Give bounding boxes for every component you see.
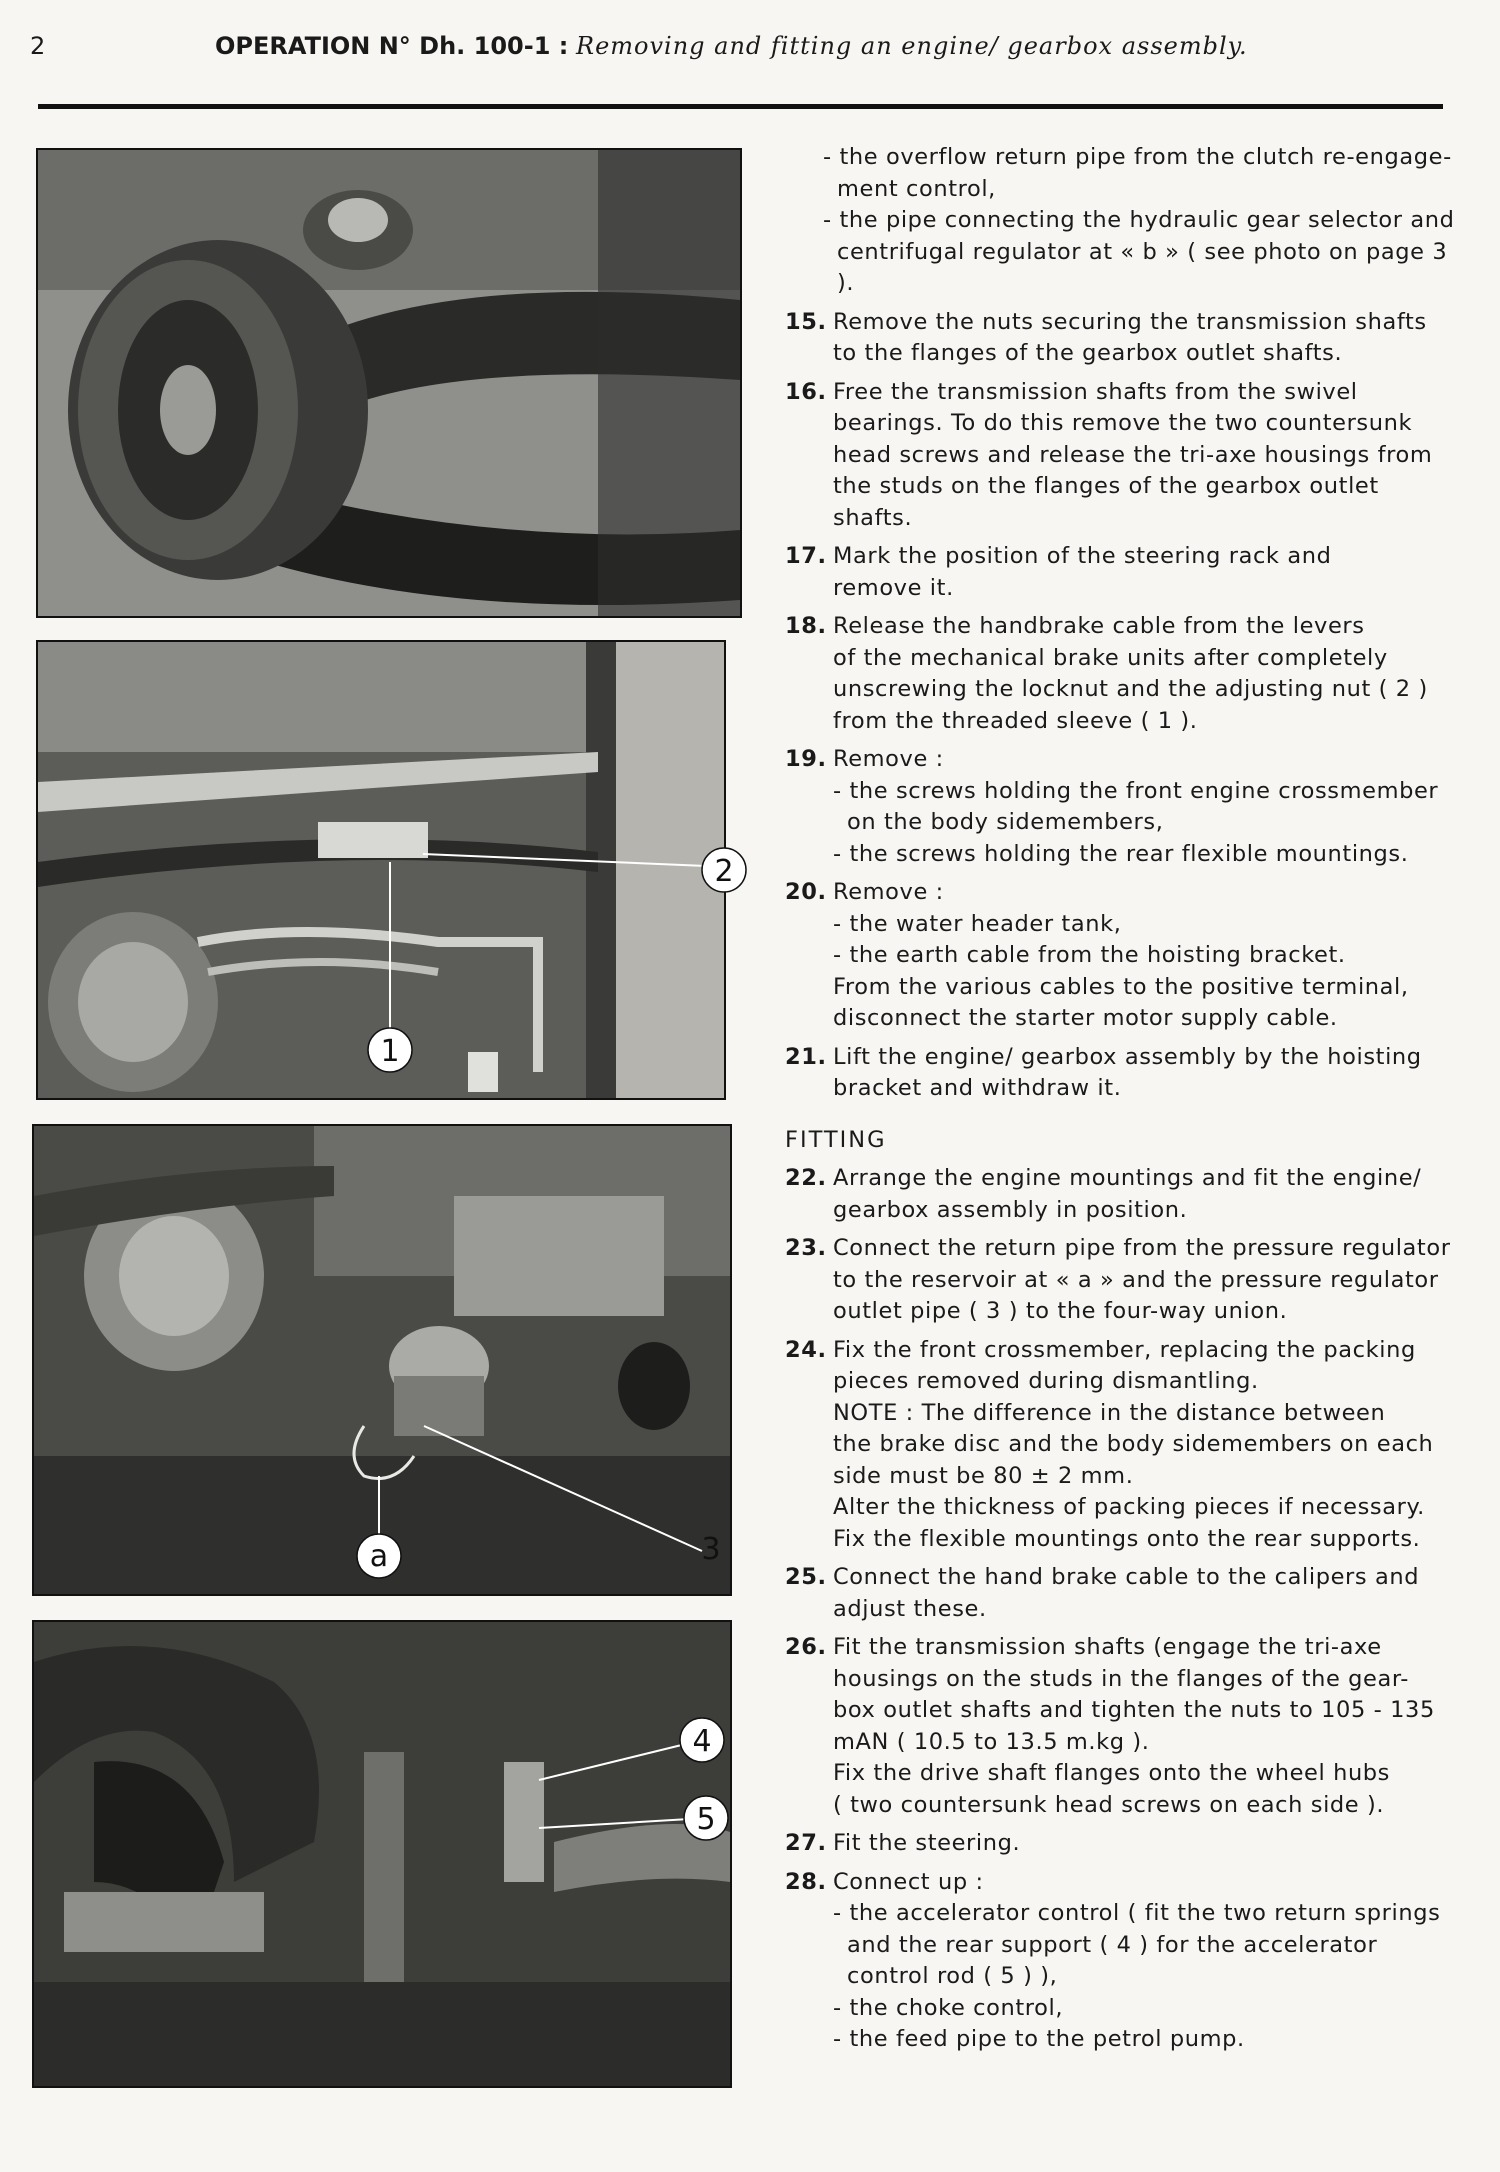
step-item <box>785 1632 1455 1821</box>
removal-steps <box>785 307 1455 1105</box>
operation-title <box>215 32 1248 60</box>
step-number: 16. <box>785 378 827 405</box>
step-item <box>785 377 1455 535</box>
step-body <box>833 877 1455 1035</box>
photo-accelerator-support <box>32 1620 732 2088</box>
step-number: 24. <box>785 1336 827 1363</box>
step-body <box>833 307 1455 370</box>
step-line: Fix the front crossmember, replacing the packing <box>833 1336 1416 1363</box>
step-body <box>833 1163 1455 1226</box>
step-body <box>833 744 1455 870</box>
step-number: 18. <box>785 613 827 639</box>
instruction-text <box>785 142 1455 2056</box>
fitting-steps <box>785 1163 1455 2056</box>
page-number: 2 <box>30 32 46 60</box>
step-line: box outlet shafts and tighten the nuts to 105 - 135 <box>833 1697 1435 1723</box>
step-line: side must be 80 ± 2 mm. <box>833 1462 1134 1489</box>
step-number: 22. <box>785 1165 827 1191</box>
step-item <box>785 1233 1455 1328</box>
step-line: head screws and release the tri-axe housings from <box>833 441 1433 468</box>
step-line: and the rear support ( 4 ) for the accelerator <box>847 1931 1378 1958</box>
step-body <box>833 1042 1455 1105</box>
step-line: Fix the drive shaft flanges onto the wheel hubs <box>833 1760 1391 1786</box>
step-number: 19. <box>785 746 827 772</box>
step-item <box>785 1562 1455 1625</box>
step-body <box>833 1867 1455 2056</box>
operation-subject: Removing and fitting an engine/ gearbox assembly. <box>576 32 1248 60</box>
step-line: the studs on the flanges of the gearbox outlet <box>833 473 1379 499</box>
step-line: Mark the position of the steering rack and <box>833 543 1332 569</box>
step-item <box>785 611 1455 737</box>
step-line: bracket and withdraw it. <box>833 1075 1122 1101</box>
step-body <box>833 1828 1455 1860</box>
step-body <box>833 1562 1455 1625</box>
step-line: Remove : <box>833 746 944 772</box>
step-item <box>785 744 1455 870</box>
step-body <box>833 1233 1455 1328</box>
step-line: - the screws holding the front engine crossmember <box>833 777 1439 804</box>
step-number: 17. <box>785 543 827 569</box>
step-item <box>785 1828 1455 1860</box>
step-item <box>785 541 1455 604</box>
step-line: - the water header tank, <box>833 910 1122 937</box>
step-body <box>833 377 1455 535</box>
step-line: Connect the return pipe from the pressure regulator <box>833 1235 1451 1261</box>
step-number: 23. <box>785 1235 827 1261</box>
step-body <box>833 1335 1455 1556</box>
step-line: the brake disc and the body sidemembers on each <box>833 1431 1434 1457</box>
step-line: to the reservoir at « a » and the pressure regulator <box>833 1266 1439 1293</box>
photo-transmission-joint <box>36 148 742 618</box>
step-line: Alter the thickness of packing pieces if necessary. <box>833 1494 1425 1520</box>
step-line: Fix the flexible mountings onto the rear supports. <box>833 1525 1421 1552</box>
step-item <box>785 877 1455 1035</box>
step-line: Fit the transmission shafts (engage the tri-axe <box>833 1634 1382 1660</box>
step-number: 27. <box>785 1830 827 1856</box>
callout-5-label: 5 <box>696 1802 716 1837</box>
step-line: shafts. <box>833 504 913 531</box>
step-number: 25. <box>785 1564 827 1590</box>
photo-pressure-regulator <box>32 1124 732 1596</box>
header-rule <box>38 104 1443 109</box>
callout-a-label: a <box>369 1539 389 1574</box>
step-item <box>785 1867 1455 2056</box>
step-line: adjust these. <box>833 1595 987 1622</box>
fitting-heading: FITTING <box>785 1126 887 1153</box>
callout-3-label: 3 <box>701 1532 721 1567</box>
step-line: Fit the steering. <box>833 1830 1021 1856</box>
step-item <box>785 1335 1455 1556</box>
step-line: - the choke control, <box>833 1994 1064 2021</box>
step-line: remove it. <box>833 574 954 601</box>
callout-2-label: 2 <box>714 854 734 889</box>
step-line: unscrewing the locknut and the adjusting nut ( 2 ) <box>833 676 1428 702</box>
step-line: pieces removed during dismantling. <box>833 1368 1259 1394</box>
step-line: - the screws holding the rear flexible mountings. <box>833 840 1409 867</box>
operation-number: OPERATION N° Dh. 100-1 : <box>215 32 569 60</box>
callout-4-label: 4 <box>692 1724 712 1759</box>
step-line: outlet pipe ( 3 ) to the four-way union. <box>833 1298 1288 1324</box>
intro-item: - the pipe connecting the hydraulic gear selector and centrifugal regulator at « b » ( see photo on page 3 ). <box>823 207 1455 296</box>
step-number: 21. <box>785 1043 827 1070</box>
step-item <box>785 1042 1455 1105</box>
step-line: NOTE : The difference in the distance between <box>833 1399 1386 1426</box>
step-item <box>785 1163 1455 1226</box>
step-line: control rod ( 5 ) ), <box>847 1963 1058 1989</box>
step-line: From the various cables to the positive terminal, <box>833 973 1409 1000</box>
step-body <box>833 611 1455 737</box>
step-item <box>785 307 1455 370</box>
step-number: 28. <box>785 1868 827 1895</box>
step-line: - the earth cable from the hoisting bracket. <box>833 942 1346 968</box>
step-line: bearings. To do this remove the two countersunk <box>833 410 1413 436</box>
step-line: Connect the hand brake cable to the calipers and <box>833 1564 1420 1590</box>
step-line: mAN ( 10.5 to 13.5 m.kg ). <box>833 1728 1150 1755</box>
step-body <box>833 541 1455 604</box>
step-line: from the threaded sleeve ( 1 ). <box>833 707 1198 734</box>
step-line: - the feed pipe to the petrol pump. <box>833 2026 1245 2052</box>
step-line: Free the transmission shafts from the swivel <box>833 378 1358 405</box>
step-line: Remove the nuts securing the transmission shafts <box>833 308 1427 335</box>
step-body <box>833 1632 1455 1821</box>
step-line: Remove : <box>833 879 944 905</box>
step-line: housings on the studs in the flanges of the gear- <box>833 1665 1410 1692</box>
photo-handbrake-cable <box>36 640 734 1100</box>
step-number: 15. <box>785 308 827 335</box>
page-header <box>30 28 1450 68</box>
callout-1-label: 1 <box>380 1034 400 1069</box>
step-line: ( two countersunk head screws on each side ). <box>833 1791 1385 1818</box>
step-line: of the mechanical brake units after completely <box>833 644 1388 671</box>
step-line: Release the handbrake cable from the levers <box>833 613 1365 639</box>
step-line: on the body sidemembers, <box>847 809 1164 835</box>
step-line: to the flanges of the gearbox outlet shafts. <box>833 340 1343 366</box>
step-line: Arrange the engine mountings and fit the engine/ <box>833 1165 1422 1191</box>
step-line: Connect up : <box>833 1868 984 1895</box>
step-line: Lift the engine/ gearbox assembly by the hoisting <box>833 1043 1422 1070</box>
step-number: 20. <box>785 879 827 905</box>
step-number: 26. <box>785 1634 827 1660</box>
step-line: - the accelerator control ( fit the two return springs <box>833 1900 1441 1926</box>
intro-item: - the overflow return pipe from the clutch re-engage- ment control, <box>823 144 1452 202</box>
step-line: disconnect the starter motor supply cable. <box>833 1005 1338 1031</box>
step-line: gearbox assembly in position. <box>833 1196 1188 1223</box>
